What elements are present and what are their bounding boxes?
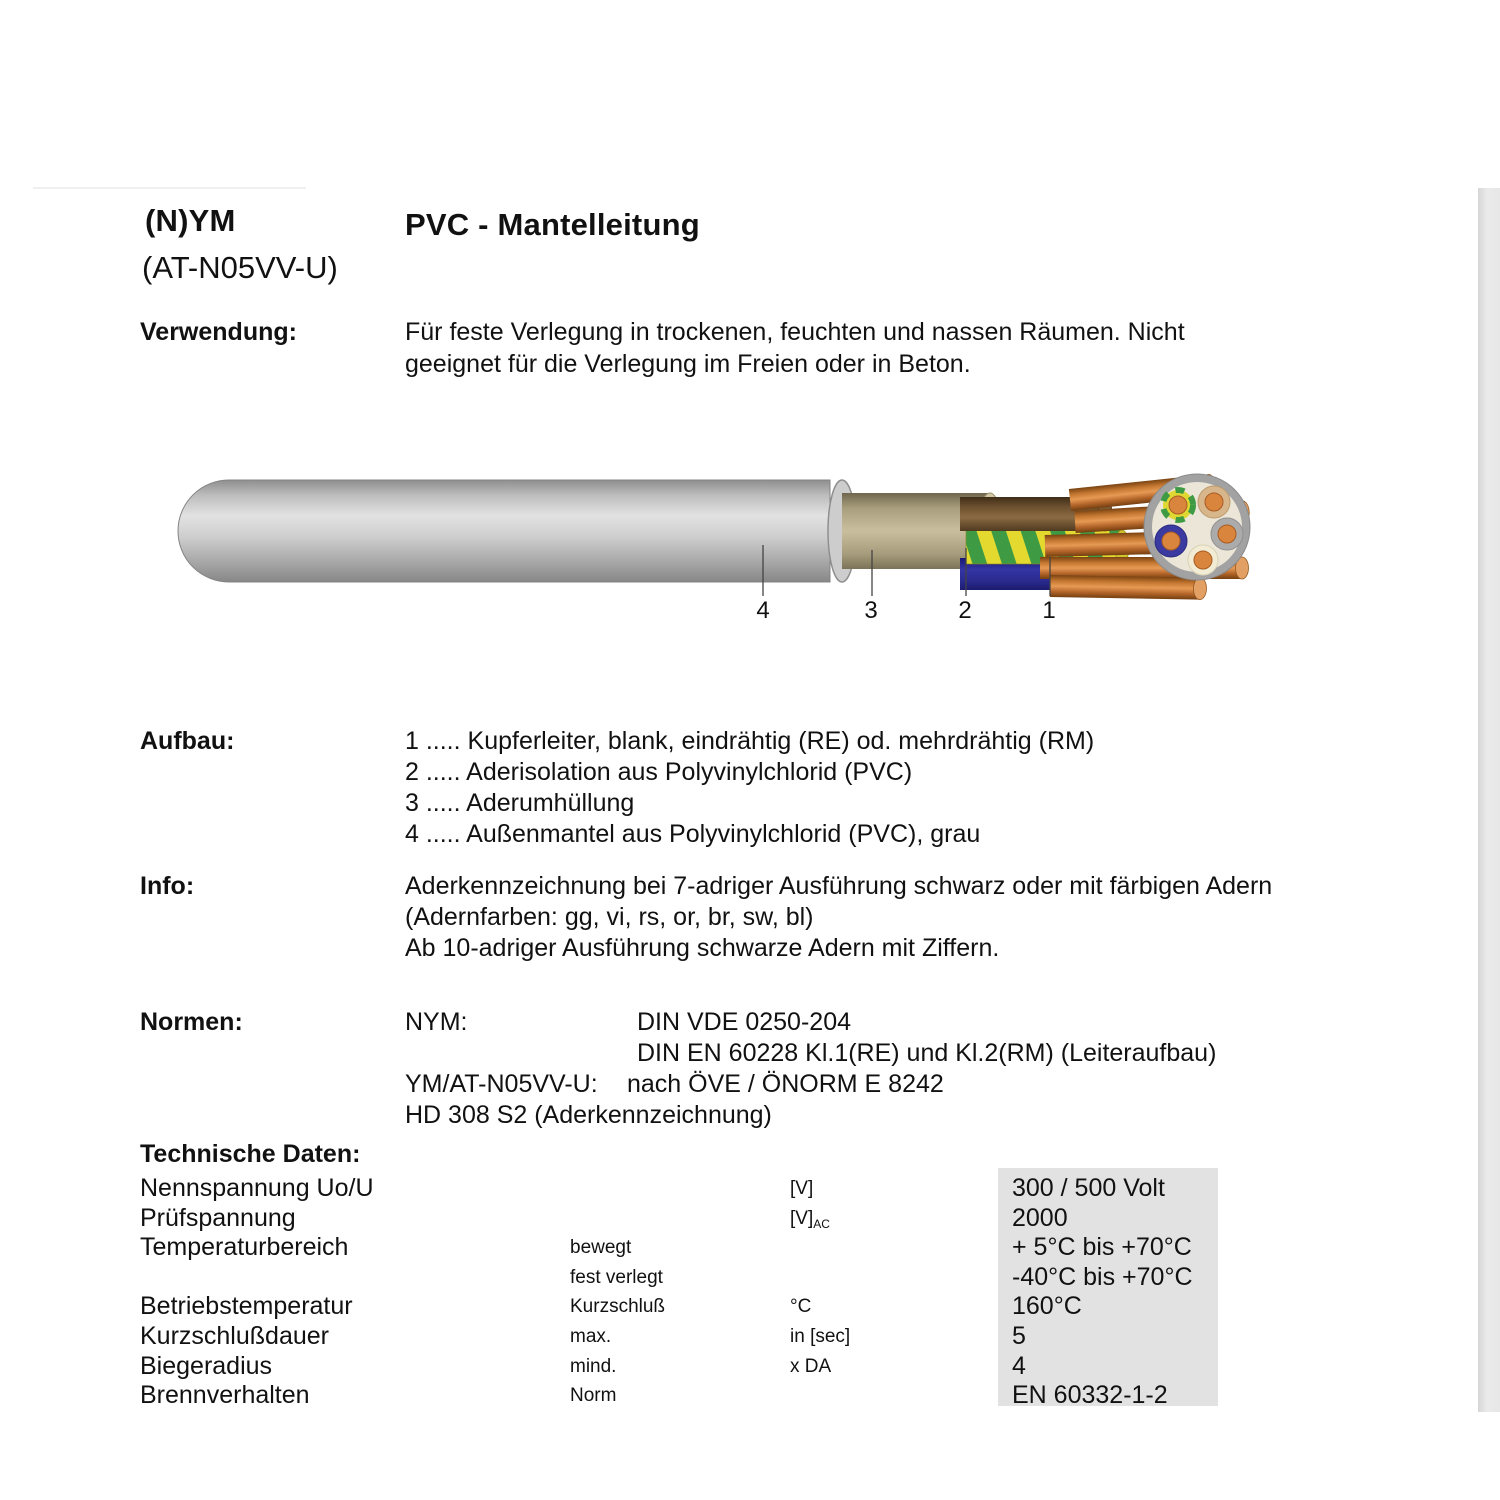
section-label-normen: Normen:	[140, 1008, 243, 1036]
core-white	[1188, 545, 1218, 575]
td-row-name: Brennverhalten	[140, 1381, 310, 1409]
core-brown	[1198, 486, 1230, 518]
info-line: Aderkennzeichnung bei 7-adriger Ausführung schwarz oder mit färbigen Adern	[405, 872, 1273, 900]
td-row-value: 5	[1012, 1322, 1026, 1350]
unit-text: [V]	[790, 1178, 814, 1199]
td-row-condition: bewegt	[570, 1237, 632, 1258]
td-row-unit	[790, 1178, 813, 1201]
td-row-value: 160°C	[1012, 1292, 1082, 1320]
cable-cross-section	[1144, 474, 1250, 580]
td-row-unit	[790, 1208, 830, 1231]
td-row-value: 300 / 500 Volt	[1012, 1174, 1165, 1202]
normen-nym-label: NYM:	[405, 1008, 468, 1036]
unit-text: °C	[790, 1296, 812, 1317]
aufbau-item: 4 ..... Außenmantel aus Polyvinylchlorid (PVC), grau	[405, 820, 981, 848]
td-row-name: Kurzschlußdauer	[140, 1322, 329, 1350]
td-row-condition: Kurzschluß	[570, 1296, 666, 1317]
core-green-yellow	[1163, 490, 1193, 520]
figure-label-2: 2	[958, 597, 972, 624]
cable-outer-sheath	[178, 480, 830, 582]
unit-text: x DA	[790, 1356, 832, 1377]
section-label-technische-daten: Technische Daten:	[140, 1140, 361, 1168]
figure-label-1: 1	[1042, 597, 1056, 624]
core-blue	[1155, 525, 1187, 557]
unit-text: [V]	[790, 1208, 814, 1229]
td-row-name: Betriebstemperatur	[140, 1292, 353, 1320]
verwendung-text-line: geeignet für die Verlegung im Freien oder in Beton.	[405, 350, 971, 378]
td-row-value: + 5°C bis +70°C	[1012, 1233, 1192, 1261]
product-code: (N)YM	[145, 203, 236, 238]
td-row-value: 2000	[1012, 1204, 1068, 1232]
figure-label-3: 3	[864, 597, 878, 624]
page-edge-strip	[1478, 188, 1500, 1412]
unit-text: in [sec]	[790, 1326, 851, 1347]
td-row-value: EN 60332-1-2	[1012, 1381, 1168, 1409]
td-row-value: 4	[1012, 1352, 1026, 1380]
unit-subscript: AC	[813, 1217, 830, 1231]
td-row-condition: Norm	[570, 1385, 617, 1406]
info-line: Ab 10-adriger Ausführung schwarze Adern mit Ziffern.	[405, 934, 1000, 962]
section-label-info: Info:	[140, 872, 195, 900]
normen-nym-line2: DIN EN 60228 Kl.1(RE) und Kl.2(RM) (Leiteraufbau)	[637, 1039, 1217, 1067]
section-label-aufbau: Aufbau:	[140, 727, 235, 755]
td-row-unit	[790, 1296, 811, 1318]
normen-hd-line: HD 308 S2 (Aderkennzeichnung)	[405, 1101, 772, 1129]
td-row-name: Temperaturbereich	[140, 1233, 349, 1261]
technical-data-table	[140, 1168, 1220, 1409]
td-row-unit	[790, 1326, 850, 1348]
normen-ym-label: YM/AT-N05VV-U:	[405, 1070, 598, 1098]
td-row-condition: fest verlegt	[570, 1267, 663, 1288]
td-row-unit	[790, 1356, 831, 1378]
cable-illustration	[170, 450, 1290, 650]
page-title: PVC - Mantelleitung	[405, 207, 700, 242]
td-row-value: -40°C bis +70°C	[1012, 1263, 1193, 1291]
info-line: (Adernfarben: gg, vi, rs, or, br, sw, bl)	[405, 903, 814, 931]
td-row-condition: mind.	[570, 1356, 617, 1377]
normen-nym-line1: DIN VDE 0250-204	[637, 1008, 852, 1036]
product-code-alt: (AT-N05VV-U)	[142, 250, 338, 285]
copper-conductor	[1050, 575, 1207, 600]
td-row-name: Prüfspannung	[140, 1204, 296, 1232]
faint-header-rule	[33, 187, 306, 189]
figure-label-4: 4	[756, 597, 770, 624]
normen-ym-value: nach ÖVE / ÖNORM E 8242	[627, 1070, 944, 1098]
td-row-condition: max.	[570, 1326, 612, 1347]
core-gray	[1211, 518, 1243, 550]
section-label-verwendung: Verwendung:	[140, 318, 297, 346]
td-row-name: Biegeradius	[140, 1352, 273, 1380]
aufbau-item: 1 ..... Kupferleiter, blank, eindrähtig (RE) od. mehrdrähtig (RM)	[405, 727, 1095, 755]
aufbau-item: 3 ..... Aderumhüllung	[405, 789, 635, 817]
verwendung-text-line: Für feste Verlegung in trockenen, feuchten und nassen Räumen. Nicht	[405, 318, 1185, 346]
td-row-name: Nennspannung Uo/U	[140, 1174, 374, 1202]
aufbau-item: 2 ..... Aderisolation aus Polyvinylchlorid (PVC)	[405, 758, 913, 786]
